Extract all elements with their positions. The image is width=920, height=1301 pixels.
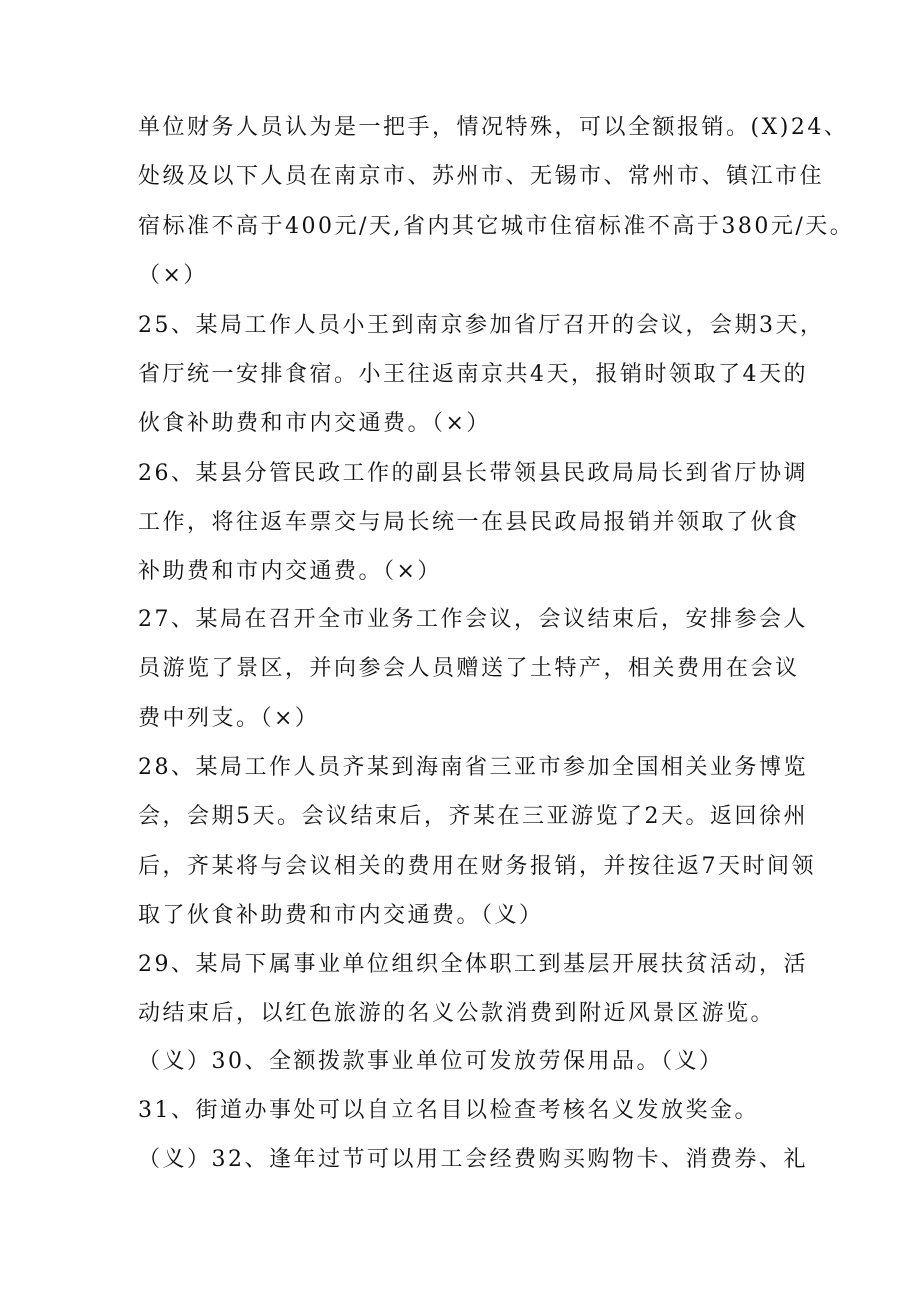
text-line: （×）	[138, 263, 208, 288]
text-line: 补助费和市内交通费。（×）	[138, 559, 442, 584]
text-line: 27、某局在召开全市业务工作会议，会议结束后，安排参会人	[138, 607, 808, 632]
text-line: 26、某县分管民政工作的副县长带领县民政局局长到省厅协调	[138, 461, 808, 486]
text-line: 员游览了景区，并向参会人员赠送了土特产，相关费用在会议	[138, 656, 800, 681]
text-line: 单位财务人员认为是一把手，情况特殊，可以全额报销。(X)24、	[138, 115, 849, 140]
text-line: 工作，将往返车票交与局长统一在县民政局报销并领取了伙食	[138, 510, 800, 535]
text-line: 31、街道办事处可以自立名目以检查考核名义发放奖金。	[138, 1098, 759, 1123]
text-line: 宿标准不高于400元/天,省内其它城市住宿标准不高于380元/天。	[138, 214, 855, 239]
text-line: 28、某局工作人员齐某到海南省三亚市参加全国相关业务博览	[138, 755, 808, 780]
text-line: 动结束后，以红色旅游的名义公款消费到附近风景区游览。	[138, 1001, 776, 1026]
text-line: 29、某局下属事业单位组织全体职工到基层开展扶贫活动，活	[138, 952, 808, 977]
text-line: 25、某局工作人员小王到南京参加省厅召开的会议，会期3天，	[138, 313, 825, 338]
text-line: 后，齐某将与会议相关的费用在财务报销，并按往返7天时间领	[138, 854, 816, 879]
text-line: 伙食补助费和市内交通费。（×）	[138, 411, 491, 436]
text-line: 取了伙食补助费和市内交通费。（义）	[138, 903, 544, 928]
text-line: 会，会期5天。会议结束后，齐某在三亚游览了2天。返回徐州	[138, 804, 808, 829]
text-line: （义）32、逢年过节可以用工会经费购买购物卡、消费券、礼	[138, 1147, 808, 1172]
text-line: 费中列支。（×）	[138, 706, 320, 731]
text-line: 处级及以下人员在南京市、苏州市、无锡市、常州市、镇江市住	[138, 164, 825, 189]
text-line: 省厅统一安排食宿。小王往返南京共4天，报销时领取了4天的	[138, 362, 808, 387]
text-line: （义）30、全额拨款事业单位可发放劳保用品。（义）	[138, 1049, 724, 1074]
